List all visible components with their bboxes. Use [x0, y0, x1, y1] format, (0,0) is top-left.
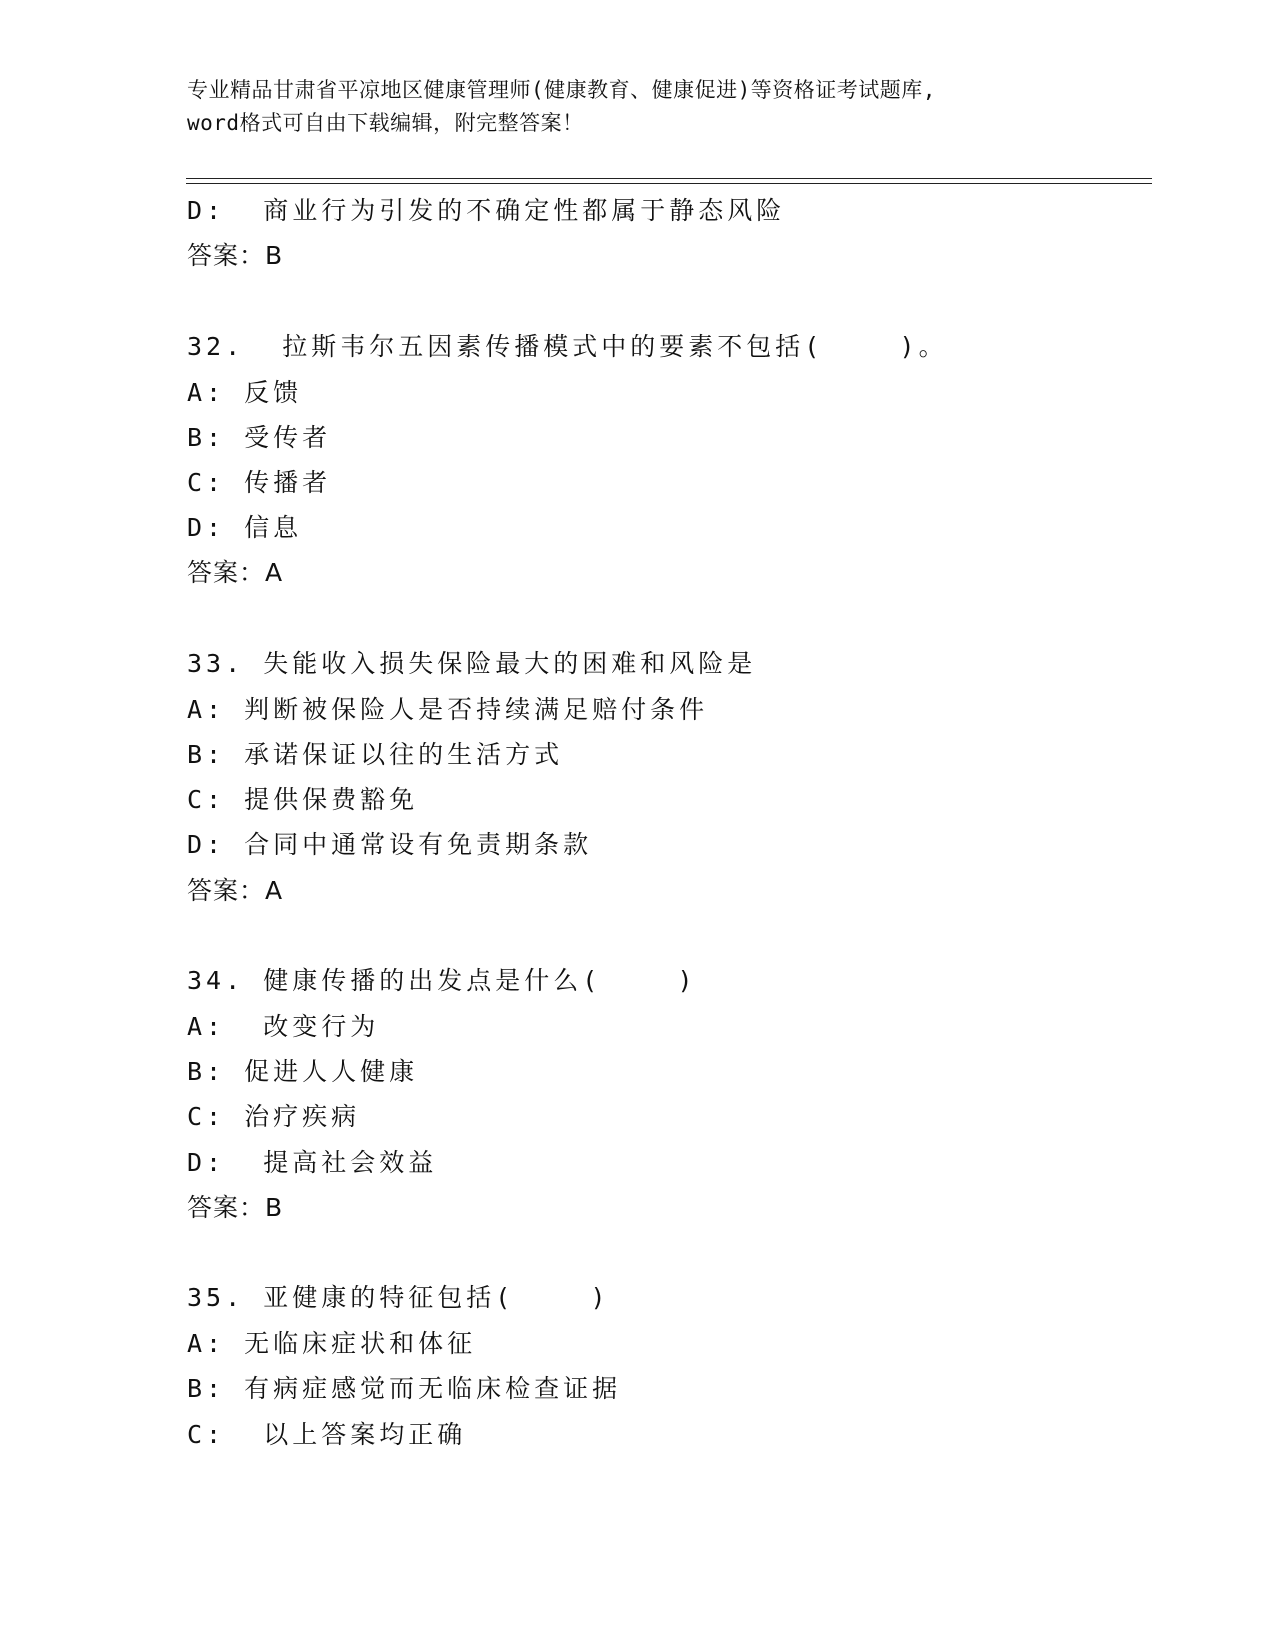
q34-option-b: B: 促进人人健康 — [187, 1057, 419, 1086]
question-34: 34. 健康传播的出发点是什么( ) — [187, 966, 697, 995]
question-33: 33. 失能收入损失保险最大的困难和风险是 — [187, 649, 757, 678]
q32-answer: 答案：A — [187, 558, 284, 587]
q33-option-c: C: 提供保费豁免 — [187, 785, 419, 814]
document-header — [187, 74, 1087, 140]
q32-option-a: A: 反馈 — [187, 378, 303, 407]
q35-option-a: A: 无临床症状和体征 — [187, 1329, 477, 1358]
q32-option-b: B: 受传者 — [187, 423, 332, 452]
prev-answer: 答案：B — [187, 241, 284, 270]
header-line-1: 专业精品甘肃省平凉地区健康管理师(健康教育、健康促进)等资格证考试题库, — [187, 78, 936, 102]
header-line-2: word格式可自由下载编辑，附完整答案！ — [187, 111, 584, 135]
q34-option-c: C: 治疗疾病 — [187, 1102, 361, 1131]
q34-option-d: D: 提高社会效益 — [187, 1148, 438, 1177]
header-divider-top — [186, 178, 1152, 179]
q34-answer: 答案：B — [187, 1193, 284, 1222]
question-32: 32. 拉斯韦尔五因素传播模式中的要素不包括( )。 — [187, 332, 948, 361]
q35-option-b: B: 有病症感觉而无临床检查证据 — [187, 1374, 622, 1403]
header-divider-bottom — [186, 183, 1152, 184]
q32-option-d: D: 信息 — [187, 513, 303, 542]
q34-option-a: A: 改变行为 — [187, 1012, 380, 1041]
prev-option-d: D: 商业行为引发的不确定性都属于静态风险 — [187, 196, 786, 225]
q35-option-c: C: 以上答案均正确 — [187, 1420, 467, 1449]
q33-answer: 答案：A — [187, 876, 284, 905]
q33-option-d: D: 合同中通常设有免责期条款 — [187, 830, 593, 859]
q32-option-c: C: 传播者 — [187, 468, 332, 497]
question-35: 35. 亚健康的特征包括( ) — [187, 1283, 610, 1312]
q33-option-b: B: 承诺保证以往的生活方式 — [187, 740, 564, 769]
q33-option-a: A: 判断被保险人是否持续满足赔付条件 — [187, 695, 709, 724]
